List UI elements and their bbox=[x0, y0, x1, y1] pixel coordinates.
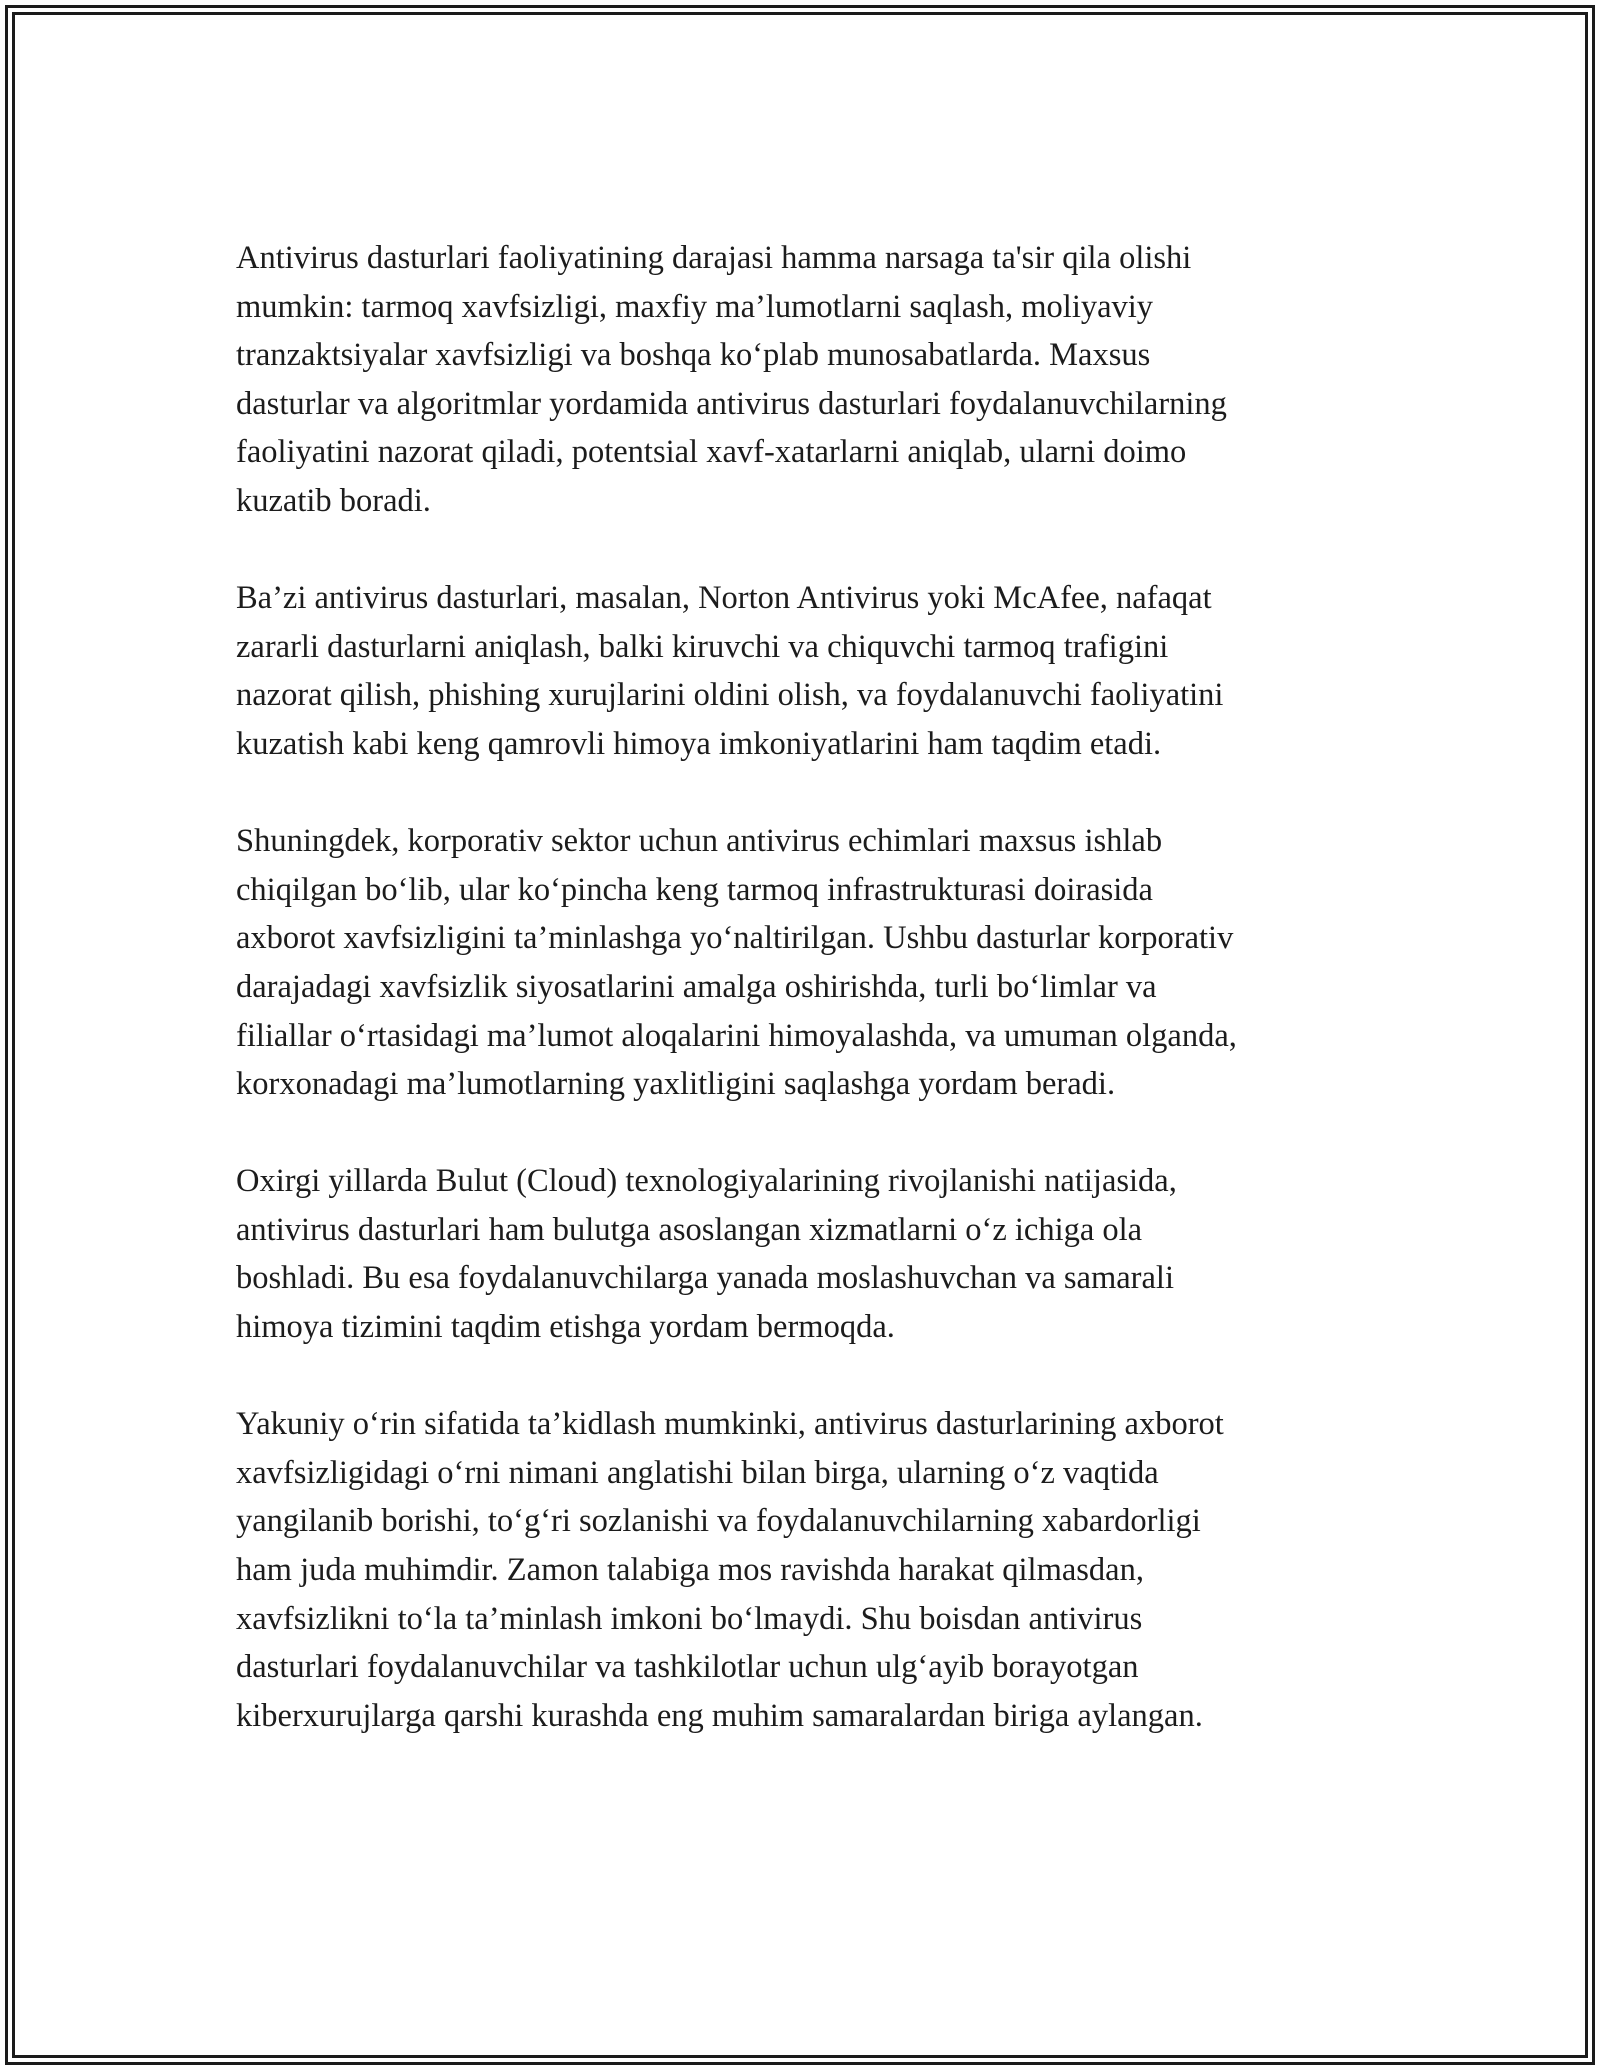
paragraph-corporate-solutions bbox=[236, 817, 1376, 1109]
text-line: Yakuniy o‘rin sifatida ta’kidlash mumkinki, antivirus dasturlarining axborot bbox=[236, 1406, 1224, 1443]
text-line: korxonadagi ma’lumotlarning yaxlitligini saqlashga yordam beradi. bbox=[236, 1066, 1116, 1103]
text-line: ham juda muhimdir. Zamon talabiga mos ravishda harakat qilmasdan, bbox=[236, 1552, 1144, 1589]
text-line: faoliyatini nazorat qiladi, potentsial xavf-xatarlarni aniqlab, ularni doimo bbox=[236, 434, 1187, 471]
text-line: darajadagi xavfsizlik siyosatlarini amalga oshirishda, turli bo‘limlar va bbox=[236, 968, 1157, 1005]
text-line: Shuningdek, korporativ sektor uchun antivirus echimlari maxsus ishlab bbox=[236, 823, 1163, 860]
text-line: kiberxurujlarga qarshi kurashda eng muhim samaralardan biriga aylangan. bbox=[236, 1697, 1203, 1734]
text-line: himoya tizimini taqdim etishga yordam bermoqda. bbox=[236, 1309, 895, 1346]
text-line: yangilanib borishi, to‘g‘ri sozlanishi va foydalanuvchilarning xabardorligi bbox=[236, 1503, 1201, 1540]
text-line: chiqilgan bo‘lib, ular ko‘pincha keng tarmoq infrastrukturasi doirasida bbox=[236, 871, 1153, 908]
text-line: nazorat qilish, phishing xurujlarini oldini olish, va foydalanuvchi faoliyatini bbox=[236, 677, 1224, 714]
text-line: dasturlar va algoritmlar yordamida antivirus dasturlari foydalanuvchilarning bbox=[236, 385, 1227, 422]
document-body bbox=[236, 234, 1376, 1789]
text-line: antivirus dasturlari ham bulutga asoslangan xizmatlarni o‘z ichiga ola bbox=[236, 1211, 1143, 1248]
paragraph-antivirus-examples bbox=[236, 574, 1376, 768]
text-line: boshladi. Bu esa foydalanuvchilarga yanada moslashuvchan va samarali bbox=[236, 1260, 1174, 1297]
text-line: tranzaktsiyalar xavfsizligi va boshqa ko‘plab munosabatlarda. Maxsus bbox=[236, 337, 1151, 374]
paragraph-antivirus-scope bbox=[236, 234, 1376, 526]
text-line: Antivirus dasturlari faoliyatining darajasi hamma narsaga ta'sir qila olishi bbox=[236, 240, 1192, 276]
text-line: xavfsizligidagi o‘rni nimani anglatishi bilan birga, ularning o‘z vaqtida bbox=[236, 1454, 1159, 1491]
text-line: Ba’zi antivirus dasturlari, masalan, Norton Antivirus yoki McAfee, nafaqat bbox=[236, 580, 1212, 617]
paragraph-cloud-technologies bbox=[236, 1157, 1376, 1351]
text-line: kuzatish kabi keng qamrovli himoya imkoniyatlarini ham taqdim etadi. bbox=[236, 725, 1162, 762]
text-line: zararli dasturlarni aniqlash, balki kiruvchi va chiquvchi tarmoq trafigini bbox=[236, 628, 1169, 665]
text-line: xavfsizlikni to‘la ta’minlash imkoni bo‘lmaydi. Shu boisdan antivirus bbox=[236, 1600, 1143, 1637]
paragraph-conclusion bbox=[236, 1400, 1376, 1740]
text-line: axborot xavfsizligini ta’minlashga yo‘naltirilgan. Ushbu dasturlar korporativ bbox=[236, 920, 1234, 957]
text-line: dasturlari foydalanuvchilar va tashkilotlar uchun ulg‘ayib borayotgan bbox=[236, 1649, 1139, 1686]
text-line: filiallar o‘rtasidagi ma’lumot aloqalarini himoyalashda, va umuman olganda, bbox=[236, 1017, 1237, 1054]
text-line: kuzatib boradi. bbox=[236, 482, 431, 519]
text-line: Oxirgi yillarda Bulut (Cloud) texnologiyalarining rivojlanishi natijasida, bbox=[236, 1163, 1177, 1200]
text-line: mumkin: tarmoq xavfsizligi, maxfiy ma’lumotlarni saqlash, moliyaviy bbox=[236, 288, 1154, 325]
